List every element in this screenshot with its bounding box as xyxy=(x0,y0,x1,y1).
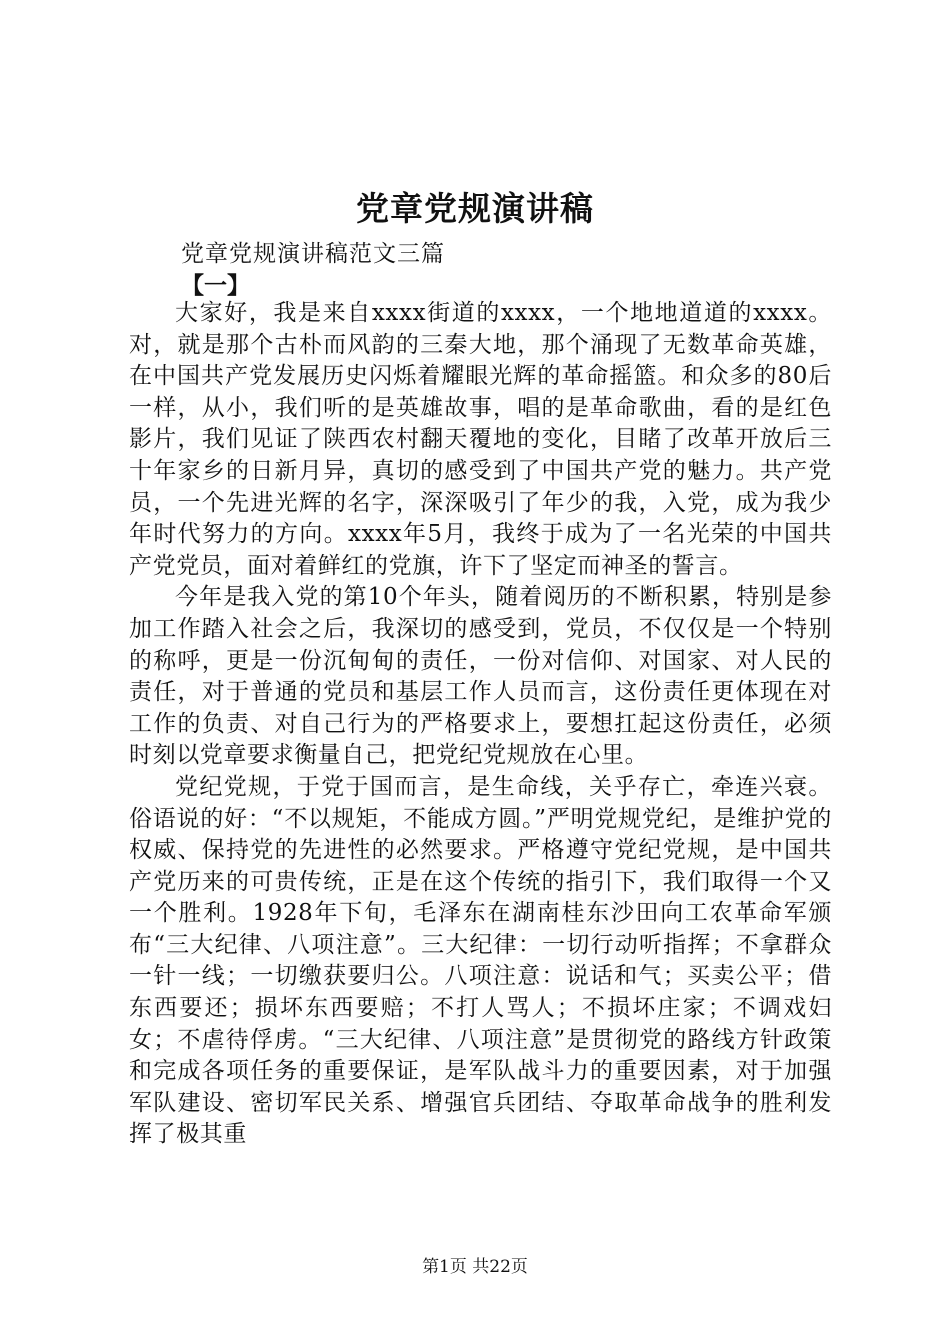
document-subtitle: 党章党规演讲稿范文三篇 xyxy=(181,241,445,267)
paragraph-1: 大家好，我是来自xxxx街道的xxxx，一个地地道道的xxxx。对，就是那个古朴而风韵的三秦大地，那个涌现了无数革命英雄，在中国共产党发展历史闪烁着耀眼光辉的革命摇篮。和众多的80后一样，从小，我们听的是英雄故事，唱的是革命歌曲，看的是红色影片，我们见证了陕西农村翻天覆地的变化，目睹了改革开放后三十年家乡的日新月异，真切的感受到了中国共产党的魅力。共产党员，一个先进光辉的名字，深深吸引了年少的我，入党，成为我少年时代努力的方向。xxxx年5月，我终于成为了一名光荣的中国共产党党员，面对着鲜红的党旗，许下了坚定而神圣的誓言。 xyxy=(129,300,832,579)
document-body xyxy=(129,298,832,1151)
page-footer: 第1页 共22页 xyxy=(422,1257,528,1277)
paragraph-2: 今年是我入党的第10个年头，随着阅历的不断积累，特别是参加工作踏入社会之后，我深切的感受到，党员，不仅仅是一个特别的称呼，更是一份沉甸甸的责任，一份对信仰、对国家、对人民的责任，对于普通的党员和基层工作人员而言，这份责任更体现在对工作的负责、对自己行为的严格要求上，要想扛起这份责任，必须时刻以党章要求衡量自己，把党纪党规放在心里。 xyxy=(129,584,832,769)
document-title: 党章党规演讲稿 xyxy=(356,189,594,228)
paragraph-3: 党纪党规，于党于国而言，是生命线，关乎存亡，牵连兴衰。俗语说的好：“不以规矩，不能成方圆。”严明党规党纪，是维护党的权威、保持党的先进性的必然要求。严格遵守党纪党规，是中国共产党历来的可贵传统，正是在这个传统的指引下，我们取得一个又一个胜利。1928年下旬，毛泽东在湖南桂东沙田向工农革命军颁布“三大纪律、八项注意”。三大纪律：一切行动听指挥；不拿群众一针一线；一切缴获要归公。八项注意：说话和气；买卖公平；借东西要还；损坏东西要赔；不打人骂人；不损坏庄家；不调戏妇女；不虐待俘虏。“三大纪律、八项注意”是贯彻党的路线方针政策和完成各项任务的重要保证，是军队战斗力的重要因素，对于加强军队建设、密切军民关系、增强官兵团结、夺取革命战争的胜利发挥了极其重 xyxy=(129,773,832,1148)
section-marker: 【一】 xyxy=(181,272,250,299)
